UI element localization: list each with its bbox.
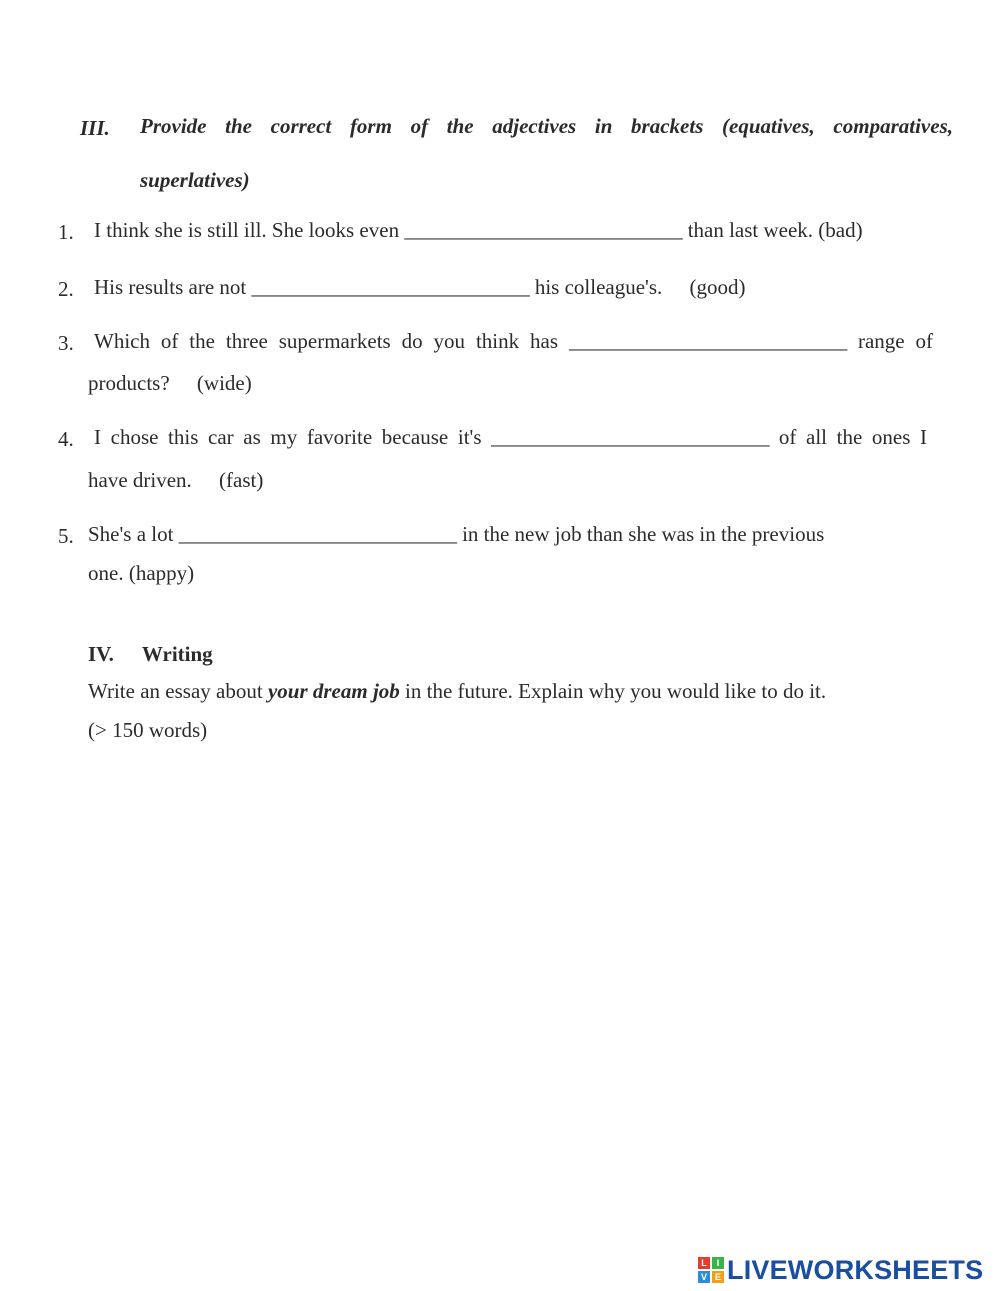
logo-blocks-icon <box>698 1257 724 1283</box>
logo-block-e: E <box>712 1271 724 1283</box>
answer-blank[interactable]: ___________________________ <box>251 275 530 299</box>
exercise-line <box>88 524 824 545</box>
exercise-text-before: His results are not <box>94 275 247 299</box>
logo-block-v: V <box>698 1271 710 1283</box>
exercise-text-after: of all the ones I <box>778 425 928 449</box>
section-3-number: III. <box>80 116 110 140</box>
exercise-text-before: She's a lot <box>88 522 174 546</box>
answer-blank[interactable]: ___________________________ <box>178 522 457 546</box>
logo-block-l: L <box>698 1257 710 1269</box>
section-3-heading-continued: superlatives) <box>140 168 250 192</box>
exercise-line-continued <box>88 373 252 394</box>
instruction-text-before: Write an essay about <box>88 679 263 703</box>
exercise-text-after: range of <box>857 329 934 353</box>
exercise-line-continued <box>88 470 263 491</box>
exercise-text-before: I chose this car as my favorite because it's <box>94 425 482 449</box>
exercise-number: 1. <box>58 220 74 244</box>
logo-text: LIVEWORKSHEETS <box>727 1254 984 1285</box>
exercise-line <box>94 220 863 241</box>
exercise-text-before: Which of the three supermarkets do you think has <box>94 329 559 353</box>
exercise-line <box>94 331 933 352</box>
answer-blank[interactable]: ___________________________ <box>404 218 683 242</box>
exercise-text-continued: one. (happy) <box>88 561 195 585</box>
section-3-heading: Provide the correct form of the adjectives in brackets (equatives, comparatives, <box>140 114 953 138</box>
answer-blank[interactable]: ___________________________ <box>568 329 848 353</box>
exercise-hint: (fast) <box>219 468 264 492</box>
exercise-hint: (good) <box>689 275 746 299</box>
exercise-line <box>94 427 927 448</box>
instruction-text-after: in the future. Explain why you would like to do it. <box>405 679 827 703</box>
exercise-number: 3. <box>58 331 74 355</box>
writing-instruction <box>88 681 826 702</box>
logo-block-i: I <box>712 1257 724 1269</box>
exercise-number: 5. <box>58 524 74 548</box>
liveworksheets-logo <box>698 1256 983 1284</box>
instruction-emphasis: your dream job <box>267 679 400 703</box>
section-4-number: IV. <box>88 642 114 666</box>
exercise-text-continued: products? <box>88 371 170 395</box>
exercise-number: 4. <box>58 427 74 451</box>
exercise-text-continued: have driven. <box>88 468 192 492</box>
exercise-text-after: his colleague's. <box>534 275 663 299</box>
exercise-text-after: than last week. (bad) <box>687 218 863 242</box>
exercise-text-before: I think she is still ill. She looks even <box>94 218 400 242</box>
exercise-text-after: in the new job than she was in the previous <box>462 522 825 546</box>
exercise-line-continued <box>88 563 194 584</box>
exercise-number: 2. <box>58 277 74 301</box>
section-4-heading <box>88 642 213 667</box>
exercise-line <box>94 277 746 298</box>
word-limit: (> 150 words) <box>88 718 208 742</box>
exercise-hint: (wide) <box>196 371 252 395</box>
section-4-title: Writing <box>141 642 213 666</box>
answer-blank[interactable]: ___________________________ <box>491 425 770 449</box>
